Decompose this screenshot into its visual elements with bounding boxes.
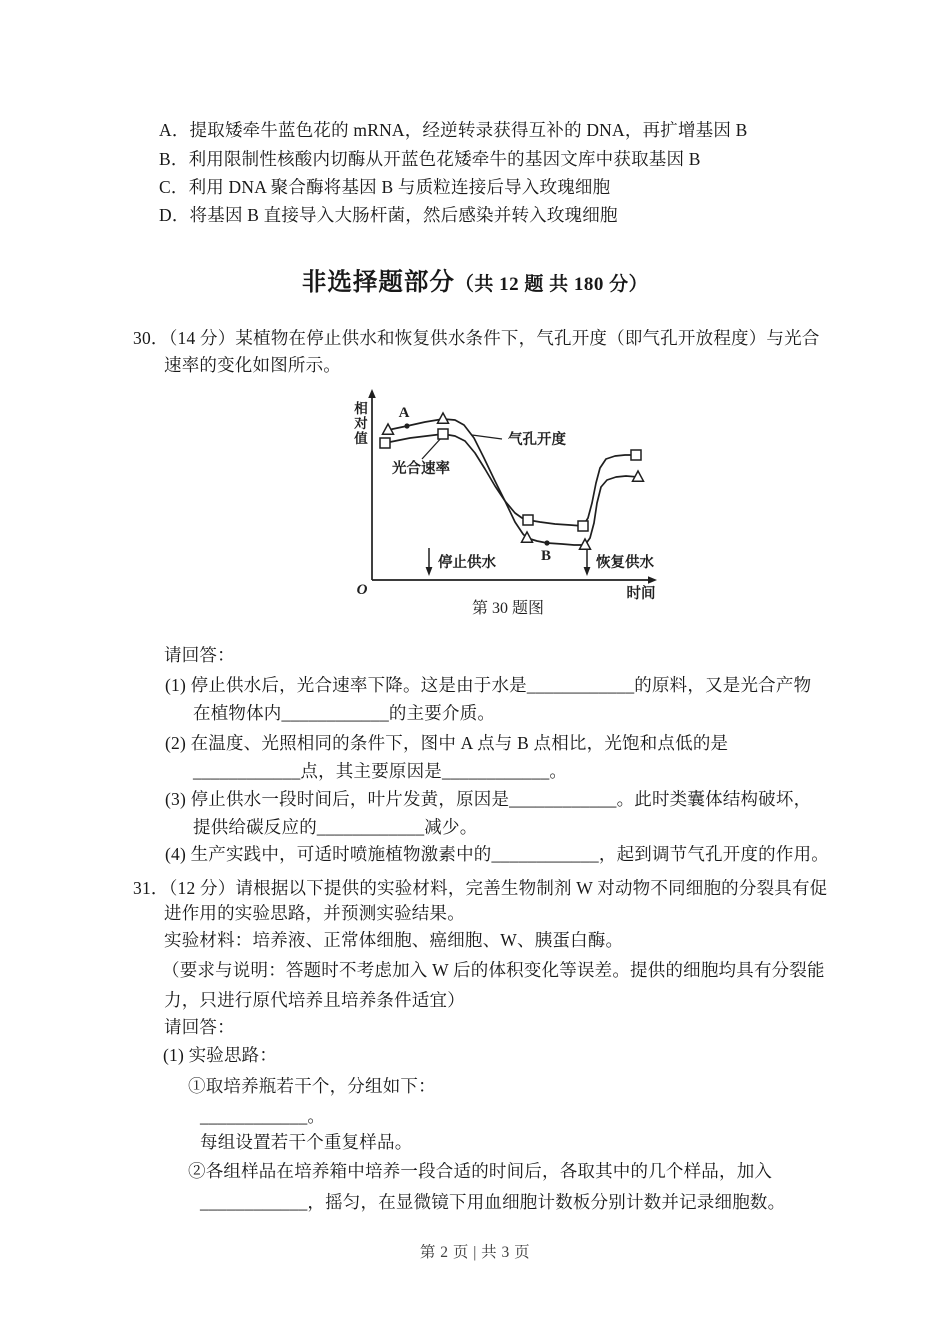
q30-blank3-line1: (3) 停止供水一段时间后，叶片发黄，原因是____________。此时类囊体结构破坏， xyxy=(165,789,812,809)
page-footer xyxy=(0,1240,950,1262)
page-number: 第 2 页 | 共 3 页 xyxy=(419,1244,531,1261)
point-a-dot xyxy=(404,423,409,428)
mcq-option-b: B．利用限制性核酸内切酶从开蓝色花矮牵牛的基因文库中获取基因 B xyxy=(159,149,701,169)
series-label-leader-stomatal-opening xyxy=(472,435,502,439)
section-heading-title: 非选择题部分 xyxy=(301,269,455,296)
q30-blank4-line1: (4) 生产实践中，可适时喷施植物激素中的____________，起到调节气孔开度的作用。 xyxy=(165,844,829,864)
q31-step2-line1: ②各组样品在培养箱中培养一段合适的时间后，各取其中的几个样品，加入 xyxy=(188,1161,773,1181)
q31-step1-note: 每组设置若干个重复样品。 xyxy=(200,1132,413,1152)
mcq-option-d: D．将基因 B 直接导入大肠杆菌，然后感染并转入玫瑰细胞 xyxy=(159,205,618,225)
q31-prompt: 请回答： xyxy=(164,1017,235,1037)
q30-stem-line-1: 30．（14 分）某植物在停止供水和恢复供水条件下，气孔开度（即气孔开放程度）与光合 xyxy=(133,328,820,348)
mcq-option-a: A．提取矮牵牛蓝色花的 mRNA，经逆转录获得互补的 DNA，再扩增基因 B xyxy=(159,120,748,140)
q30-blank2-line2: ____________点，其主要原因是____________。 xyxy=(193,761,568,781)
origin-label: O xyxy=(356,582,368,598)
q30-blank1-line2: 在植物体内____________的主要介质。 xyxy=(193,703,496,723)
mcq-option-c: C．利用 DNA 聚合酶将基因 B 与质粒连接后导入玫瑰细胞 xyxy=(159,177,611,197)
event-arrow-head xyxy=(426,567,433,576)
marker-triangle-stomatal-opening xyxy=(438,413,449,423)
series-label-leader-photosynthetic-rate xyxy=(422,437,442,459)
y-axis-arrowhead xyxy=(368,389,376,398)
y-axis-label-char: 对 xyxy=(354,416,368,431)
q30-blank1-line1: (1) 停止供水后，光合速率下降。这是由于水是____________的原料，又是光合产物 xyxy=(165,675,812,695)
q31-note-line-1: （要求与说明：答题时不考虑加入 W 后的体积变化等误差。提供的细胞均具有分裂能 xyxy=(162,960,825,980)
x-axis-label: 时间 xyxy=(626,586,656,602)
q31-sub1-title: (1) 实验思路： xyxy=(163,1045,278,1065)
q31-step1: ①取培养瓶若干个，分组如下： xyxy=(188,1076,436,1096)
event-label: 停止供水 xyxy=(438,555,496,571)
q31-note-line-2: 力，只进行原代培养且培养条件适宜） xyxy=(164,990,465,1010)
series-label-photosynthetic-rate: 光合速率 xyxy=(392,461,450,477)
point-a-label: A xyxy=(398,405,410,421)
y-axis-label-char: 相 xyxy=(354,401,368,416)
series-label-stomatal-opening: 气孔开度 xyxy=(508,432,566,448)
section-heading-score-note: （共 12 题 共 180 分） xyxy=(454,274,649,295)
marker-square-photosynthetic-rate xyxy=(438,429,448,439)
point-b-dot xyxy=(544,540,549,545)
figure-caption: 第 30 题图 xyxy=(471,600,545,615)
marker-square-photosynthetic-rate xyxy=(523,515,533,525)
event-label: 恢复供水 xyxy=(596,555,654,571)
q30-stem-line-2: 速率的变化如图所示。 xyxy=(164,355,341,375)
q30-blank2-line1: (2) 在温度、光照相同的条件下，图中 A 点与 B 点相比，光饱和点低的是 xyxy=(165,733,729,753)
q31-step1-blank: ____________。 xyxy=(200,1106,326,1126)
q31-stem-line-2: 进作用的实验思路，并预测实验结果。 xyxy=(164,903,465,923)
q30-figure xyxy=(330,383,690,615)
point-b-label: B xyxy=(540,548,552,564)
q30-prompt: 请回答： xyxy=(164,645,235,665)
q31-materials: 实验材料：培养液、正常体细胞、癌细胞、W、胰蛋白酶。 xyxy=(164,930,624,950)
q30-blank3-line2: 提供给碳反应的____________减少。 xyxy=(193,817,478,837)
event-arrow-head xyxy=(584,567,591,576)
q31-stem-line-1: 31．（12 分）请根据以下提供的实验材料，完善生物制剂 W 对动物不同细胞的分裂具有促 xyxy=(133,878,828,898)
section-heading xyxy=(0,267,950,302)
marker-square-photosynthetic-rate xyxy=(631,450,641,460)
q31-step2-line2: ____________，摇匀，在显微镜下用血细胞计数板分别计数并记录细胞数。 xyxy=(200,1192,786,1212)
marker-square-photosynthetic-rate xyxy=(578,521,588,531)
marker-square-photosynthetic-rate xyxy=(380,438,390,448)
x-axis-arrowhead xyxy=(648,576,657,584)
q30-chart xyxy=(330,383,690,615)
y-axis-label-char: 值 xyxy=(354,431,368,446)
